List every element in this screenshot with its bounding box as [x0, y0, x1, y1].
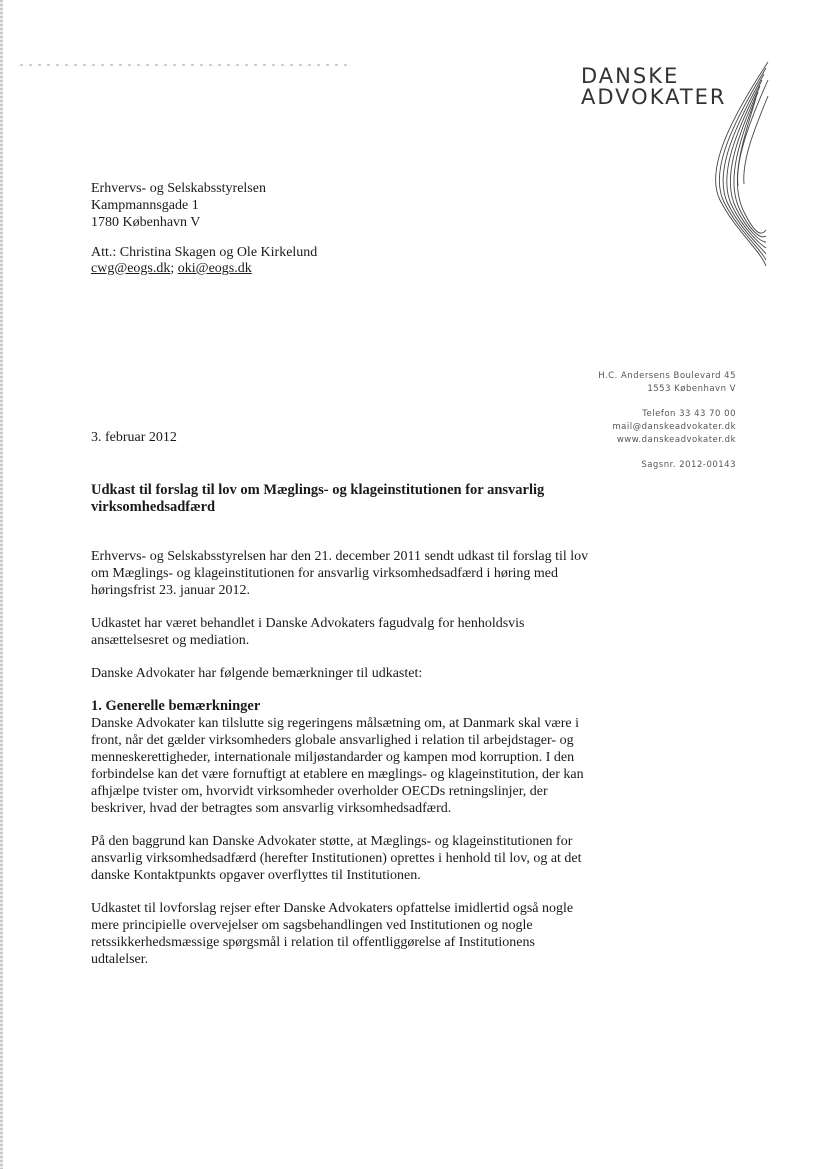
- case-number: Sagsnr. 2012-00143: [641, 460, 736, 470]
- letter-subject: Udkast til forslag til lov om Mæglings- og klageinstitutionen for ansvarlig virksomhedsadfærd: [91, 482, 545, 515]
- sender-phone: Telefon 33 43 70 00: [642, 409, 736, 419]
- sender-info: [598, 370, 736, 472]
- sender-address1: H.C. Andersens Boulevard 45: [598, 371, 736, 381]
- attention-block: [91, 245, 317, 277]
- sender-web[interactable]: www.danskeadvokater.dk: [616, 435, 736, 445]
- email-link-1[interactable]: cwg@eogs.dk: [91, 261, 171, 276]
- paragraph-6: Udkastet til lovforslag rejser efter Danske Advokaters opfattelse imidlertid også nogle mere principielle overvejelser om sagsbehandlingen ved Institutionen og nogle retssikkerhedsmæssige spørgsmål i relation til offentliggørelse af Institutionens udtalelser.: [91, 901, 574, 967]
- recipient-street: Kampmannsgade 1: [91, 198, 199, 213]
- paragraph-2: Udkastet har været behandlet i Danske Advokaters fagudvalg for henholdsvis ansættelsesret og mediation.: [91, 616, 525, 648]
- recipient-address: [91, 180, 266, 231]
- letter-body: [91, 548, 591, 984]
- attention-label: Att.: Christina Skagen og Ole Kirkelund: [91, 245, 318, 260]
- sender-address2: 1553 København V: [647, 384, 736, 394]
- scan-noise: [20, 64, 350, 66]
- scan-edge: [0, 0, 3, 1169]
- paragraph-5: På den baggrund kan Danske Advokater støtte, at Mæglings- og klageinstitutionen for ansvarlig virksomhedsadfærd (herefter Institutionen) oprettes i henhold til lov, og at det danske Kontaktpunkts opgaver overflyttes til Institutionen.: [91, 834, 582, 883]
- logo-line2: ADVOKATER: [581, 85, 727, 109]
- logo-line1: DANSKE: [581, 64, 680, 88]
- paragraph-4: Danske Advokater kan tilslutte sig regeringens målsætning om, at Danmark skal være i front, når det gælder virksomheders globale ansvarlighed i relation til arbejdstager- og menneskerettigheder, internationale miljøstandarder og kampen mod korruption. I den forbindelse kan det være fornuftigt at etablere en mæglings- og klageinstitution, der kan afhjælpe tvister om, hvorvidt virksomheder overholder OECDs retningslinjer, der beskriver, hvad der betragtes som ansvarlig virksomhedsadfærd.: [91, 716, 584, 816]
- email-link-2[interactable]: oki@eogs.dk: [177, 261, 252, 276]
- sender-email[interactable]: mail@danskeadvokater.dk: [612, 422, 736, 432]
- email-separator: ;: [170, 261, 178, 276]
- recipient-org: Erhvervs- og Selskabsstyrelsen: [91, 181, 266, 196]
- paragraph-1: Erhvervs- og Selskabsstyrelsen har den 21. december 2011 sendt udkast til forslag til lov om Mæglings- og klageinstitutionen for ansvarlig virksomhedsadfærd i høring med høringsfrist 23. januar 2012.: [91, 549, 589, 598]
- section-heading: 1. Generelle bemærkninger: [91, 698, 261, 714]
- letter-date: 3. februar 2012: [91, 430, 177, 445]
- logo-swoosh-icon: [690, 60, 770, 270]
- recipient-city: 1780 København V: [91, 215, 201, 230]
- paragraph-3: Danske Advokater har følgende bemærkninger til udkastet:: [91, 666, 423, 681]
